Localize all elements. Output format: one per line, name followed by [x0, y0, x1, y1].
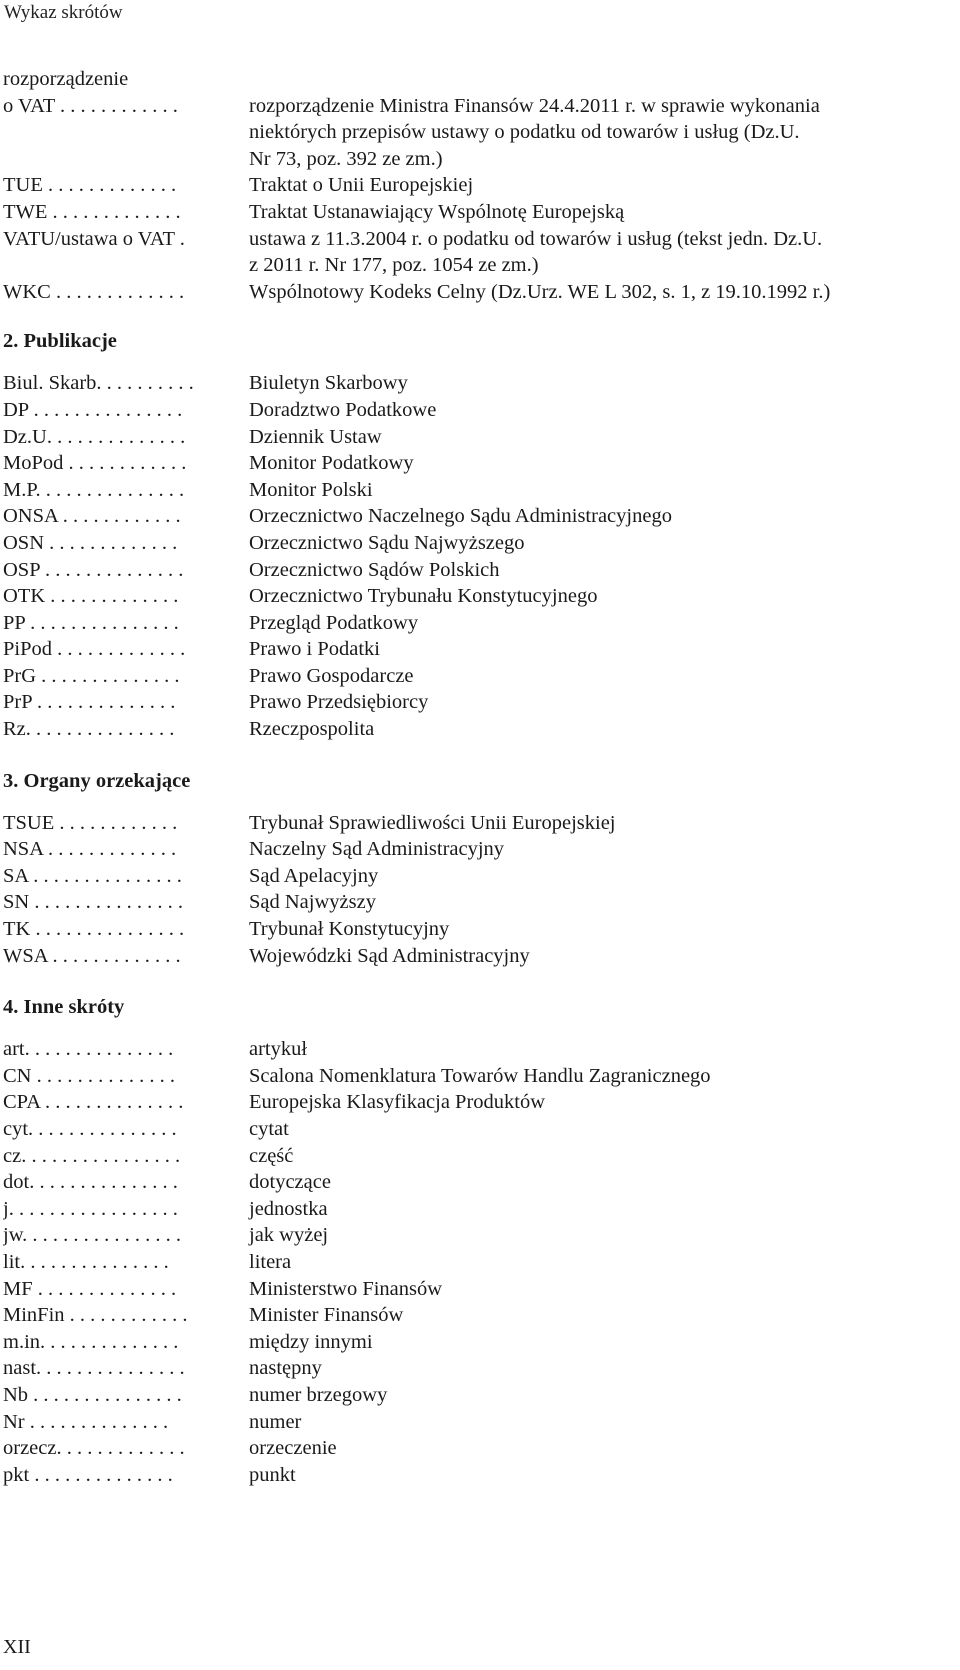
abbreviation-term: MinFin . . . . . . . . . . . .	[3, 1304, 188, 1327]
section-legal-acts	[3, 66, 923, 305]
abbreviation-term: Nb . . . . . . . . . . . . . . .	[3, 1383, 182, 1406]
list-item	[3, 172, 923, 199]
abbreviation-definition: Wspólnotowy Kodeks Celny (Dz.Urz. WE L 302, s. 1, z 19.10.1992 r.)	[249, 280, 831, 303]
list-item	[3, 916, 923, 943]
abbreviation-term: TWE . . . . . . . . . . . . .	[3, 200, 181, 223]
running-head: Wykaz skrótów	[4, 2, 123, 23]
list-item	[3, 716, 923, 743]
abbreviation-term: NSA . . . . . . . . . . . . .	[3, 838, 177, 861]
abbreviation-definition: jak wyżej	[249, 1224, 329, 1247]
abbreviation-definition: Traktat Ustanawiający Wspólnotę Europejską	[249, 200, 625, 223]
list-item	[3, 93, 923, 120]
abbreviation-term: OTK . . . . . . . . . . . . .	[3, 585, 179, 608]
abbreviation-term: o VAT . . . . . . . . . . . .	[3, 94, 178, 117]
list-item	[3, 477, 923, 504]
abbreviation-term: m.in. . . . . . . . . . . . . .	[3, 1330, 179, 1353]
list-item	[3, 1063, 923, 1090]
abbreviation-term	[3, 252, 249, 279]
list-item	[3, 836, 923, 863]
abbreviation-term: M.P. . . . . . . . . . . . . . .	[3, 478, 185, 501]
list-item	[3, 279, 923, 306]
abbreviation-term: Rz. . . . . . . . . . . . . . .	[3, 718, 175, 741]
abbreviation-definition: Traktat o Unii Europejskiej	[249, 174, 474, 197]
list-item	[3, 119, 923, 146]
abbreviation-definition: Trybunał Konstytucyjny	[249, 918, 450, 941]
list-item	[3, 199, 923, 226]
list-item	[3, 1089, 923, 1116]
abbreviation-definition: Przegląd Podatkowy	[249, 611, 419, 634]
abbreviation-definition: Sąd Apelacyjny	[249, 864, 379, 887]
abbreviation-definition: numer	[249, 1410, 302, 1433]
abbreviation-definition: rozporządzenie Ministra Finansów 24.4.2011 r. w sprawie wykonania	[249, 94, 820, 117]
list-item	[3, 889, 923, 916]
abbreviation-definition: dotyczące	[249, 1171, 331, 1194]
list-item	[3, 583, 923, 610]
abbreviation-definition: Nr 73, poz. 392 ze zm.)	[249, 147, 443, 170]
list-item	[3, 1355, 923, 1382]
abbreviation-definition: Trybunał Sprawiedliwości Unii Europejskiej	[249, 811, 616, 834]
list-item	[3, 503, 923, 530]
abbreviation-definition: cytat	[249, 1118, 289, 1140]
abbreviation-term: CN . . . . . . . . . . . . . .	[3, 1064, 175, 1087]
list-item	[3, 226, 923, 253]
abbreviation-definition: Doradztwo Podatkowe	[249, 398, 437, 421]
abbreviation-term	[3, 146, 249, 173]
abbreviation-definition: niektórych przepisów ustawy o podatku od towarów i usług (Dz.U.	[249, 121, 800, 144]
abbreviation-definition: Europejska Klasyfikacja Produktów	[249, 1091, 546, 1114]
abbreviation-term: ONSA . . . . . . . . . . . .	[3, 505, 181, 528]
list-item	[3, 636, 923, 663]
abbreviation-term: MoPod . . . . . . . . . . . .	[3, 452, 187, 475]
abbreviation-definition: Minister Finansów	[249, 1304, 404, 1327]
list-item	[3, 1116, 923, 1143]
list-item	[3, 1302, 923, 1329]
list-item	[3, 1276, 923, 1303]
list-item	[3, 370, 923, 397]
abbreviation-term: SA . . . . . . . . . . . . . . .	[3, 864, 182, 887]
abbreviation-definition: między innymi	[249, 1330, 373, 1353]
abbreviation-term: WSA . . . . . . . . . . . . .	[3, 944, 181, 967]
abbreviation-definition: Monitor Polski	[249, 478, 373, 501]
abbreviation-definition: Ministerstwo Finansów	[249, 1277, 443, 1300]
abbreviation-definition: numer brzegowy	[249, 1383, 388, 1406]
abbreviation-term: Dz.U. . . . . . . . . . . . . .	[3, 425, 186, 448]
abbreviation-definition: część	[249, 1144, 294, 1167]
list-item	[3, 424, 923, 451]
abbreviation-definition: artykuł	[249, 1038, 308, 1061]
abbreviation-definition	[249, 66, 923, 93]
abbreviation-definition: Scalona Nomenklatura Towarów Handlu Zagranicznego	[249, 1064, 711, 1087]
list-item	[3, 397, 923, 424]
list-item	[3, 1249, 923, 1276]
list-item	[3, 146, 923, 173]
abbreviation-term: lit. . . . . . . . . . . . . . .	[3, 1250, 169, 1273]
abbreviation-term: j. . . . . . . . . . . . . . . . .	[3, 1197, 178, 1220]
abbreviation-definition: Dziennik Ustaw	[249, 425, 382, 448]
abbreviation-term: cz. . . . . . . . . . . . . . . .	[3, 1144, 181, 1167]
list-item	[3, 1382, 923, 1409]
abbreviation-definition: Monitor Podatkowy	[249, 452, 414, 475]
abbreviation-definition: ustawa z 11.3.2004 r. o podatku od towarów i usług (tekst jedn. Dz.U.	[249, 227, 823, 250]
abbreviation-definition: Prawo Gospodarcze	[249, 664, 414, 687]
abbreviation-term: CPA . . . . . . . . . . . . . .	[3, 1091, 184, 1114]
list-item	[3, 1329, 923, 1356]
abbreviation-term: jw. . . . . . . . . . . . . . . .	[3, 1224, 182, 1247]
abbreviation-term: PrG . . . . . . . . . . . . . .	[3, 664, 180, 687]
abbreviation-term: Nr . . . . . . . . . . . . . .	[3, 1410, 169, 1433]
abbreviation-term: orzecz. . . . . . . . . . . . .	[3, 1437, 185, 1460]
abbreviation-term: rozporządzenie	[3, 68, 129, 90]
abbreviation-definition: Biuletyn Skarbowy	[249, 372, 408, 395]
list-item	[3, 1196, 923, 1223]
abbreviation-definition: Prawo Przedsiębiorcy	[249, 691, 429, 714]
abbreviation-term: TUE . . . . . . . . . . . . .	[3, 174, 177, 197]
abbreviation-definition: orzeczenie	[249, 1437, 337, 1460]
abbreviation-term: dot. . . . . . . . . . . . . . .	[3, 1171, 178, 1194]
abbreviation-definition: jednostka	[249, 1197, 328, 1220]
abbreviation-term: nast. . . . . . . . . . . . . . .	[3, 1357, 185, 1380]
list-item	[3, 66, 923, 93]
abbreviation-term: WKC . . . . . . . . . . . . .	[3, 280, 185, 303]
abbreviation-definition: Rzeczpospolita	[249, 718, 375, 741]
page-number: XII	[3, 1636, 31, 1658]
abbreviation-term: VATU/ustawa o VAT .	[3, 227, 185, 250]
section-heading: 2. Publikacje	[3, 330, 117, 353]
abbreviation-definition: Naczelny Sąd Administracyjny	[249, 838, 505, 861]
list-item	[3, 810, 923, 837]
list-item	[3, 1435, 923, 1462]
abbreviation-definition: litera	[249, 1250, 292, 1273]
list-item	[3, 1409, 923, 1436]
abbreviation-list	[3, 66, 923, 1488]
list-item	[3, 450, 923, 477]
abbreviation-term: DP . . . . . . . . . . . . . . .	[3, 398, 183, 421]
list-item	[3, 1143, 923, 1170]
abbreviation-definition: Prawo i Podatki	[249, 638, 380, 661]
abbreviation-term: PP . . . . . . . . . . . . . . .	[3, 611, 179, 634]
abbreviation-term: pkt . . . . . . . . . . . . . .	[3, 1463, 173, 1486]
abbreviation-term: OSP . . . . . . . . . . . . . .	[3, 558, 184, 581]
list-item	[3, 610, 923, 637]
section-heading: 3. Organy orzekające	[3, 769, 191, 792]
section-courts	[3, 768, 923, 970]
abbreviation-definition: punkt	[249, 1463, 296, 1486]
list-item	[3, 530, 923, 557]
abbreviation-definition: Orzecznictwo Sądu Najwyższego	[249, 531, 525, 554]
list-item	[3, 1169, 923, 1196]
list-item	[3, 863, 923, 890]
abbreviation-definition: Orzecznictwo Naczelnego Sądu Administracyjnego	[249, 505, 672, 528]
abbreviation-definition: Wojewódzki Sąd Administracyjny	[249, 944, 530, 967]
list-item	[3, 252, 923, 279]
list-item	[3, 943, 923, 970]
list-item	[3, 1036, 923, 1063]
abbreviation-definition: Orzecznictwo Trybunału Konstytucyjnego	[249, 585, 598, 608]
list-item	[3, 557, 923, 584]
abbreviation-term: SN . . . . . . . . . . . . . . .	[3, 891, 183, 914]
list-item	[3, 689, 923, 716]
abbreviation-definition: Orzecznictwo Sądów Polskich	[249, 558, 500, 581]
section-other-abbreviations	[3, 994, 923, 1488]
abbreviation-term	[3, 119, 249, 146]
abbreviation-term: TK . . . . . . . . . . . . . . .	[3, 918, 185, 941]
list-item	[3, 1462, 923, 1489]
abbreviation-term: PiPod . . . . . . . . . . . . .	[3, 638, 186, 661]
section-heading: 4. Inne skróty	[3, 996, 125, 1019]
list-item	[3, 663, 923, 690]
abbreviation-definition: Sąd Najwyższy	[249, 891, 376, 914]
section-publications	[3, 328, 923, 742]
abbreviation-term: cyt. . . . . . . . . . . . . . .	[3, 1118, 177, 1140]
abbreviation-term: OSN . . . . . . . . . . . . .	[3, 531, 178, 554]
abbreviation-term: Biul. Skarb. . . . . . . . . .	[3, 372, 194, 395]
abbreviation-term: MF . . . . . . . . . . . . . .	[3, 1277, 177, 1300]
abbreviation-definition: z 2011 r. Nr 177, poz. 1054 ze zm.)	[249, 254, 539, 277]
abbreviation-term: PrP . . . . . . . . . . . . . .	[3, 691, 176, 714]
abbreviation-definition: następny	[249, 1357, 322, 1380]
abbreviation-term: TSUE . . . . . . . . . . . .	[3, 811, 178, 834]
abbreviation-term: art. . . . . . . . . . . . . . .	[3, 1038, 174, 1061]
list-item	[3, 1222, 923, 1249]
